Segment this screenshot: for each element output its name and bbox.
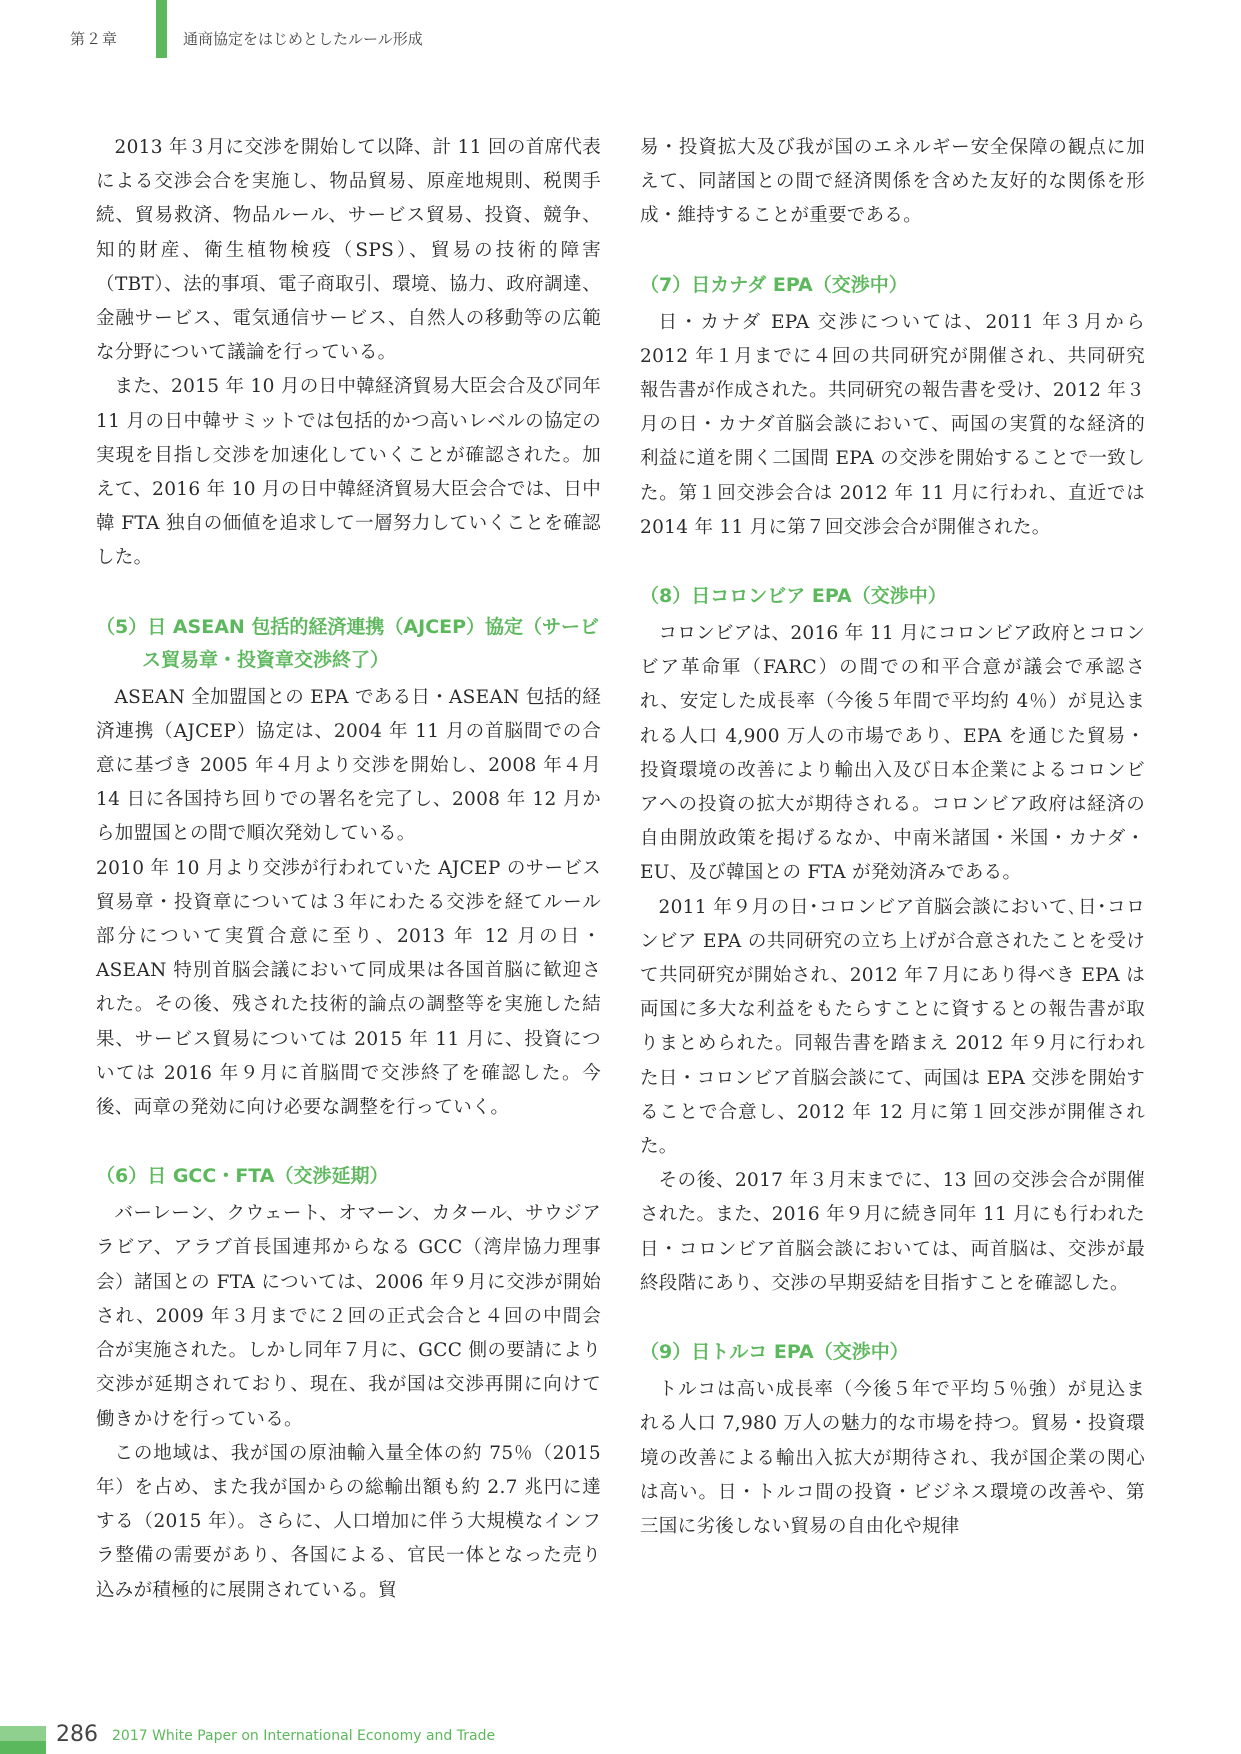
right-column [640,131,1145,1544]
section-heading-ajcep: （5）日 ASEAN 包括的経済連携（AJCEP）協定（サービス貿易章・投資章交渉終了） [96,615,600,671]
publication-title: 2017 White Paper on International Economy and Trade [112,1728,496,1744]
paragraph-cjk-summit: また、2015 年 10 月の日中韓経済貿易大臣会合及び同年 11 月の日中韓サミットでは包括的かつ高いレベルの協定の実現を目指し交渉を加速化していくことが確認された。加えて、2016 年 10 月の日中韓経済貿易大臣会合では、日中韓 FTA 独自の価値を追求して一層努力していくことを確認した。 [96,376,601,569]
section-heading-turkey: （9）日トルコ EPA（交渉中） [640,1341,909,1364]
paragraph-colombia-study: 2011 年９月の日･コロンビア首脳会談において､日･コロンビア EPA の共同研究の立ち上げが合意されたことを受けて共同研究が開始され、2012 年７月にあり得べき EPA は両国に多大な利益をもたらすことに資するとの報告書が取りまとめられた。同報告書を踏まえ 2012 年９月に行われた日・コロンビア首脳会談にて、両国は EPA 交渉を開始することで合意し、2012 年 12 月に第１回交渉が開催された。 [640,896,1145,1158]
footer-accent-stripe [0,1741,46,1754]
section-heading-colombia: （8）日コロンビア EPA（交渉中） [640,585,947,608]
paragraph-gcc-overview: バーレーン、クウェート、オマーン、カタール、サウジアラビア、アラブ首長国連邦からなる GCC（湾岸協力理事会）諸国との FTA については、2006 年９月に交渉が開始され、2009 年３月までに２回の正式会合と４回の中間会合が実施された。しかし同年７月に、GCC 側の要請により交渉が延期されており、現在、我が国は交渉再開に向けて働きかけを行っている。 [96,1203,601,1430]
paragraph-gcc-region: この地域は、我が国の原油輸入量全体の約 75％（2015 年）を占め、また我が国からの総輸出額も約 2.7 兆円に達する（2015 年）。さらに、人口増加に伴う大規模なインフラ整備の需要があり、各国による、官民一体となった売り込みが積極的に展開されている。貿 [96,1442,601,1601]
header-accent-bar [156,0,167,58]
paragraph-ajcep-services: 2010 年 10 月より交渉が行われていた AJCEP のサービス貿易章・投資章については３年にわたる交渉を経てルール部分について実質合意に至り、2013 年 12 月の日・ASEAN 特別首脳会議において同成果は各国首脳に歓迎された。その後、残された技術的論点の調整等を実施した結果、サービス貿易については 2015 年 11 月に、投資については 2016 年９月に首脳間で交渉終了を確認した。今後、両章の発効に向け必要な調整を行っていく。 [96,857,601,1119]
section-heading-canada: （7）日カナダ EPA（交渉中） [640,273,908,296]
paragraph-colombia-rounds: その後、2017 年３月末までに、13 回の交渉会合が開催された。また、2016 年９月に続き同年 11 月にも行われた日・コロンビア首脳会談においては、両首脳は、交渉が最終段階にあり、交渉の早期妥結を目指すことを確認した。 [640,1170,1145,1294]
paragraph-rcep-negotiations: 2013 年３月に交渉を開始して以降、計 11 回の首席代表による交渉会合を実施し、物品貿易、原産地規則、税関手続、貿易救済、物品ルール、サービス貿易、投資、競争、知的財産、衛生植物検疫（SPS）、貿易の技術的障害（TBT）、法的事項、電子商取引、環境、協力、政府調達、金融サービス、電気通信サービス、自然人の移動等の広範な分野について議論を行っている。 [96,137,601,364]
paragraph-turkey-epa: トルコは高い成長率（今後５年で平均５％強）が見込まれる人口 7,980 万人の魅力的な市場を持つ。貿易・投資環境の改善による輸出入拡大が期待され、我が国企業の関心は高い。日・トルコ間の投資・ビジネス環境の改善や、第三国に劣後しない貿易の自由化や規律 [640,1379,1145,1537]
left-column [96,131,601,1608]
section-heading-gcc: （6）日 GCC・FTA（交渉延期） [96,1165,389,1188]
paragraph-gcc-continued: 易・投資拡大及び我が国のエネルギー安全保障の観点に加えて、同諸国との間で経済関係を含めた友好的な関係を形成・維持することが重要である。 [640,137,1145,227]
page-header [0,0,1241,74]
paragraph-ajcep-overview: ASEAN 全加盟国との EPA である日・ASEAN 包括的経済連携（AJCEP）協定は、2004 年 11 月の首脳間での合意に基づき 2005 年４月より交渉を開始し、2008 年４月 14 日に各国持ち回りでの署名を完了し、2008 年 12 月から加盟国との間で順次発効している。 [96,686,601,845]
page-number: 286 [56,1722,98,1747]
chapter-title: 通商協定をはじめとしたルール形成 [183,30,423,48]
paragraph-canada-epa: 日・カナダ EPA 交渉については、2011 年３月から 2012 年１月までに４回の共同研究が開催され、共同研究報告書が作成された。共同研究の報告書を受け、2012 年３月の日・カナダ首脳会談において、両国の実質的な経済的利益に道を開く二国間 EPA の交渉を開始することで一致した。第１回交渉会合は 2012 年 11 月に行われ、直近では 2014 年 11 月に第７回交渉会合が開催された。 [640,311,1145,538]
paragraph-colombia-market: コロンビアは、2016 年 11 月にコロンビア政府とコロンビア革命軍（FARC）の間での和平合意が議会で承認され、安定した成長率（今後５年間で平均約 4％）が見込まれる人口 4,900 万人の市場であり、EPA を通じた貿易・投資環境の改善により輸出入及び日本企業によるコロンビアへの投資の拡大が期待される。コロンビア政府は経済の自由開放政策を掲げるなか、中南米諸国・米国・カナダ・EU、及び韓国との FTA が発効済みである。 [640,623,1145,884]
chapter-label: 第２章 [70,30,119,48]
